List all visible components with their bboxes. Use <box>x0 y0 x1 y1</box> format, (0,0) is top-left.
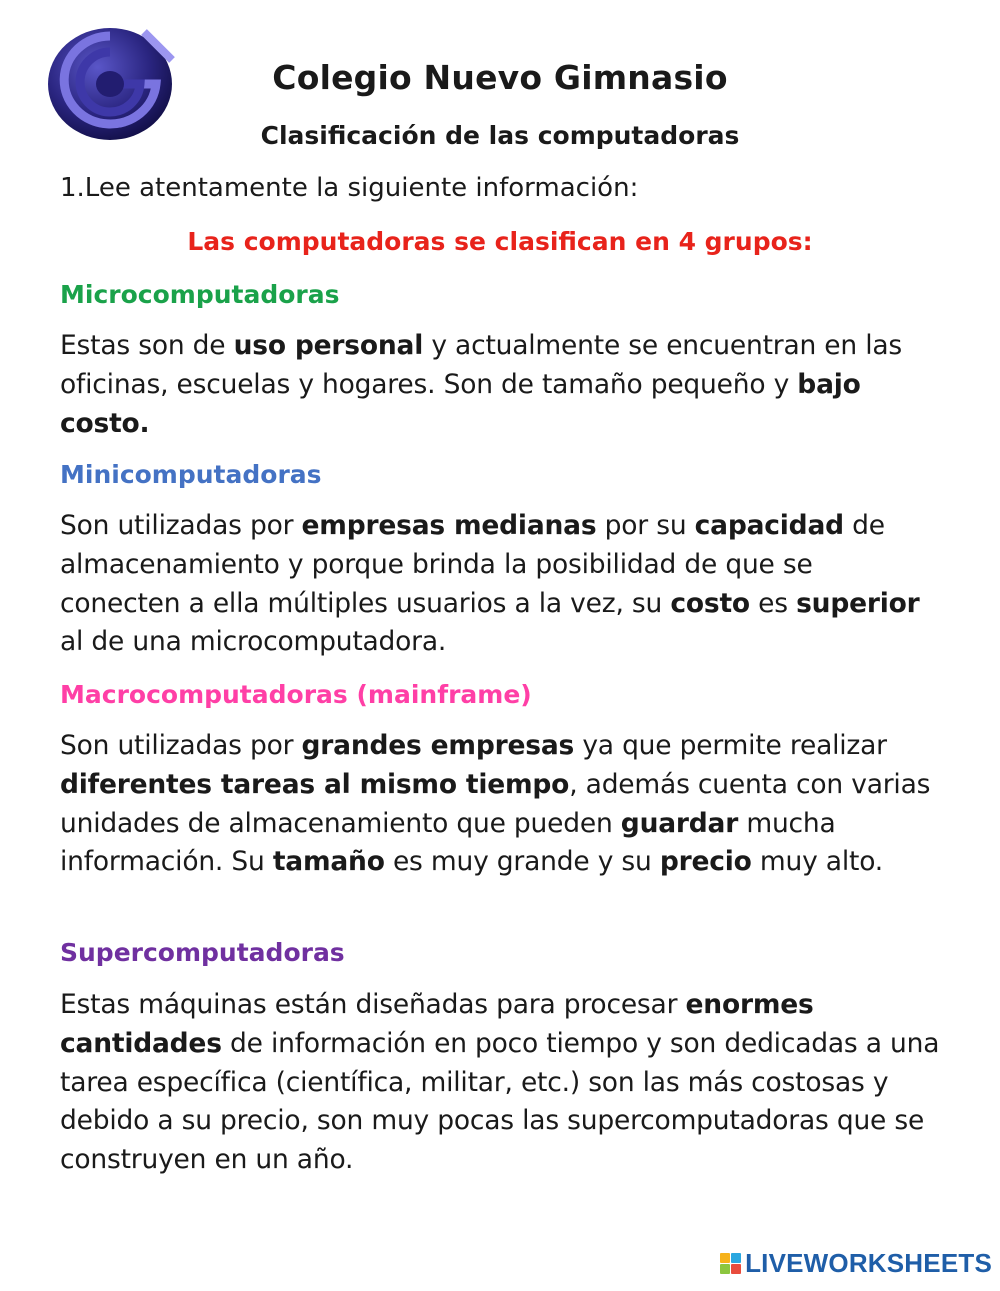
groups-title: Las computadoras se clasifican en 4 grupos: <box>187 227 813 256</box>
instruction-text: 1.Lee atentamente la siguiente información: <box>60 173 639 203</box>
paragraph-supercomputadoras: Estas máquinas están diseñadas para procesar enormes cantidades de información en poco tiempo y son dedicadas a una tarea específica (científica, militar, etc.) son las más costosas y debido a su precio, son muy pocas las supercomputadoras que se construyen en un año. <box>60 989 940 1176</box>
heading-microcomputadoras: Microcomputadoras <box>60 280 340 309</box>
liveworksheets-brand <box>720 1248 992 1279</box>
paragraph-microcomputadoras: Estas son de uso personal y actualmente se encuentran en las oficinas, escuelas y hogares. Son de tamaño pequeño y bajo costo. <box>60 330 903 439</box>
heading-macrocomputadoras: Macrocomputadoras (mainframe) <box>60 680 532 709</box>
liveworksheets-logo-icon <box>720 1253 741 1274</box>
heading-minicomputadoras: Minicomputadoras <box>60 460 322 489</box>
school-title: Colegio Nuevo Gimnasio <box>272 58 728 97</box>
heading-supercomputadoras: Supercomputadoras <box>60 938 345 967</box>
page-subtitle: Clasificación de las computadoras <box>260 121 740 150</box>
paragraph-macrocomputadoras: Son utilizadas por grandes empresas ya que permite realizar diferentes tareas al mismo tiempo, además cuenta con varias unidades de almacenamiento que pueden guardar mucha información. Su tamaño es muy grande y su precio muy alto. <box>60 730 931 878</box>
liveworksheets-text: LIVEWORKSHEETS <box>745 1248 992 1278</box>
paragraph-minicomputadoras: Son utilizadas por empresas medianas por su capacidad de almacenamiento y porque brinda la posibilidad de que se conecten a ella múltiples usuarios a la vez, su costo es superior al de una microcomputadora. <box>60 510 920 658</box>
